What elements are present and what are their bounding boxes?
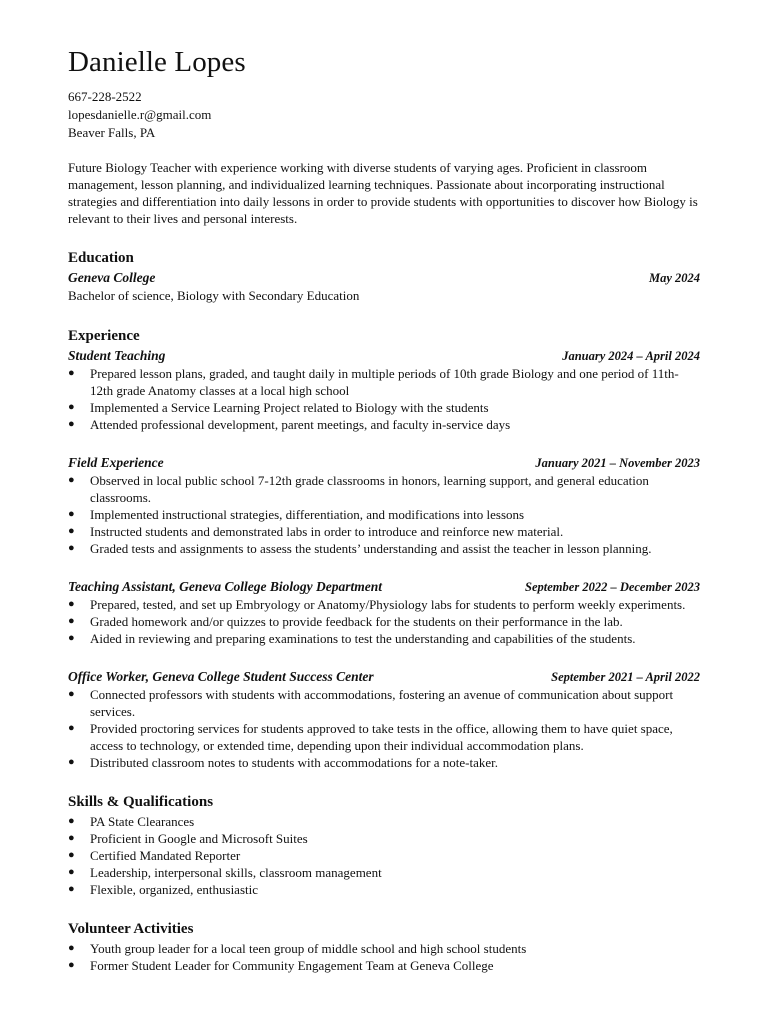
job-dates: January 2021 – November 2023 (535, 456, 700, 470)
email-address: lopesdanielle.r@gmail.com (68, 107, 212, 122)
list-item-text: Prepared lesson plans, graded, and taught daily in multiple periods of 10th grade Biology and one period of 11th-12th grade Anatomy classes at a local high school (90, 366, 679, 398)
degree: Bachelor of science, Biology with Secondary Education (68, 288, 360, 303)
list-item (68, 754, 700, 771)
volunteer-section (68, 919, 700, 974)
volunteer-heading: Volunteer Activities (68, 921, 194, 937)
job-dates: September 2021 – April 2022 (551, 670, 700, 684)
list-item-text: Instructed students and demonstrated labs in order to introduce and reinforce new material. (90, 524, 564, 539)
list-item-text: Implemented instructional strategies, differentiation, and modifications into lessons (90, 507, 525, 522)
list-item-text: Observed in local public school 7-12th grade classrooms in honors, learning support, and general education classrooms. (90, 473, 649, 505)
list-item (68, 720, 700, 754)
summary-paragraph: Future Biology Teacher with experience working with diverse students of varying ages. Proficient in classroom management, lesson planning, and individualized learning techniques. Passionate about incorporating instructional strategies and differentiation into daily lessons in order to provide students with opportunities to discover how Biology is relevant to their lives and personal interests. (68, 160, 698, 226)
graduation-date: May 2024 (648, 271, 700, 285)
job-title: Field Experience (68, 455, 164, 470)
list-item (68, 523, 700, 540)
bullet-icon: ● (68, 688, 75, 700)
list-item (68, 847, 700, 864)
bullet-icon: ● (68, 832, 75, 844)
list-item (68, 613, 700, 630)
list-item (68, 940, 700, 957)
bullet-icon: ● (68, 632, 75, 644)
list-item (68, 864, 700, 881)
list-item (68, 686, 700, 720)
bullet-icon: ● (68, 722, 75, 734)
list-item (68, 881, 700, 898)
bullet-icon: ● (68, 866, 75, 878)
bullet-icon: ● (68, 942, 75, 954)
bullet-icon: ● (68, 598, 75, 610)
bullet-icon: ● (68, 756, 75, 768)
bullet-icon: ● (68, 474, 75, 486)
bullet-icon: ● (68, 525, 75, 537)
list-item-text: Youth group leader for a local teen group of middle school and high school students (90, 941, 527, 956)
experience-heading: Experience (68, 328, 140, 344)
bullet-icon: ● (68, 367, 75, 379)
education-heading: Education (68, 250, 134, 266)
list-item-text: Former Student Leader for Community Engagement Team at Geneva College (90, 958, 494, 973)
bullet-icon: ● (68, 849, 75, 861)
experience-entry (68, 454, 700, 557)
education-section (68, 248, 700, 305)
bullet-icon: ● (68, 401, 75, 413)
experience-entry (68, 578, 700, 647)
list-item-text: Distributed classroom notes to students with accommodations for a note-taker. (90, 755, 498, 770)
list-item-text: Leadership, interpersonal skills, classroom management (90, 865, 382, 880)
experience-entry-header (68, 454, 700, 472)
list-item (68, 365, 700, 399)
list-item-text: Graded tests and assignments to assess the students’ understanding and assist the teacher in lesson planning. (90, 541, 652, 556)
list-item-text: Flexible, organized, enthusiastic (90, 882, 258, 897)
bullet-icon: ● (68, 542, 75, 554)
job-duties-list (68, 365, 700, 433)
list-item (68, 506, 700, 523)
list-item-text: Aided in reviewing and preparing examinations to test the understanding and capabilities of the students. (90, 631, 636, 646)
list-item-text: Proficient in Google and Microsoft Suites (90, 831, 308, 846)
skills-list (68, 813, 700, 898)
bullet-icon: ● (68, 508, 75, 520)
bullet-icon: ● (68, 418, 75, 430)
volunteer-list (68, 940, 700, 974)
list-item-text: Implemented a Service Learning Project related to Biology with the students (90, 400, 489, 415)
list-item-text: PA State Clearances (90, 814, 195, 829)
list-item-text: Graded homework and/or quizzes to provide feedback for the students on their performance in the lab. (90, 614, 623, 629)
list-item-text: Connected professors with students with accommodations, fostering an avenue of communication about support services. (90, 687, 674, 719)
experience-entry-header (68, 578, 700, 596)
phone-number: 667-228-2522 (68, 89, 142, 104)
list-item (68, 472, 700, 506)
bullet-icon: ● (68, 959, 75, 971)
list-item (68, 596, 700, 613)
job-duties-list (68, 686, 700, 771)
list-item (68, 416, 700, 433)
job-duties-list (68, 596, 700, 647)
experience-section (68, 326, 700, 771)
experience-entry (68, 347, 700, 433)
bullet-icon: ● (68, 815, 75, 827)
list-item (68, 630, 700, 647)
job-title: Teaching Assistant, Geneva College Biology Department (68, 579, 383, 594)
list-item (68, 813, 700, 830)
school-name: Geneva College (68, 270, 156, 285)
job-dates: September 2022 – December 2023 (525, 580, 700, 594)
job-title: Office Worker, Geneva College Student Success Center (68, 669, 374, 684)
list-item (68, 540, 700, 557)
experience-entry-header (68, 347, 700, 365)
experience-entry (68, 668, 700, 771)
skills-section (68, 792, 700, 898)
list-item (68, 830, 700, 847)
job-duties-list (68, 472, 700, 557)
list-item (68, 399, 700, 416)
experience-entry-header (68, 668, 700, 686)
bullet-icon: ● (68, 615, 75, 627)
bullet-icon: ● (68, 883, 75, 895)
list-item (68, 957, 700, 974)
resume-name: Danielle Lopes (68, 46, 246, 78)
job-title: Student Teaching (68, 348, 166, 363)
list-item-text: Attended professional development, parent meetings, and faculty in-service days (90, 417, 511, 432)
list-item-text: Certified Mandated Reporter (90, 848, 241, 863)
list-item-text: Prepared, tested, and set up Embryology or Anatomy/Physiology labs for students to perform weekly experiments. (90, 597, 686, 612)
education-entry-header (68, 269, 700, 287)
skills-heading: Skills & Qualifications (68, 794, 214, 810)
experience-entries (68, 347, 700, 771)
list-item-text: Provided proctoring services for students approved to take tests in the office, allowing them to have quiet space, access to technology, or extended time, depending upon their individual accommodation plans. (90, 721, 673, 753)
location: Beaver Falls, PA (68, 125, 156, 140)
job-dates: January 2024 – April 2024 (562, 349, 700, 363)
